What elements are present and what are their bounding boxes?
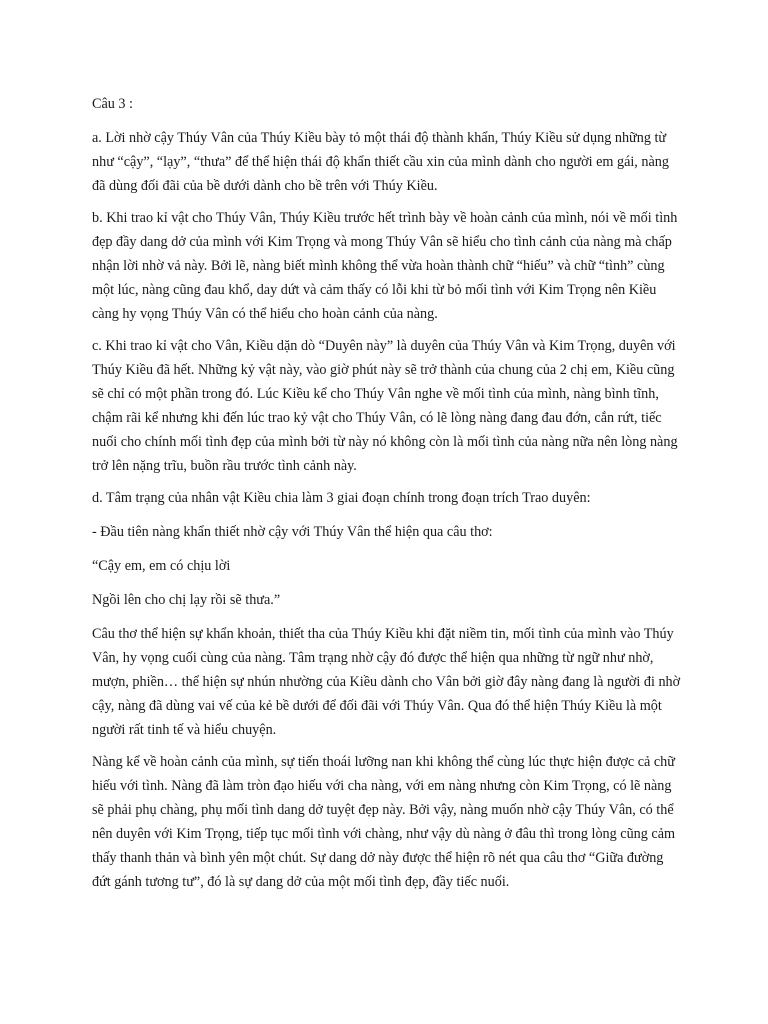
line-first-stage: - Đầu tiên nàng khẩn thiết nhờ cậy với Thúy Vân thể hiện qua câu thơ: — [92, 524, 493, 540]
paragraph-c: c. Khi trao kỉ vật cho Vân, Kiều dặn dò “Duyên này” là duyên của Thúy Vân và Kim Trọng, duyên với Thúy Kiều đã hết. Những kỷ vật này, vào giờ phút này sẽ trở thành của chung của 2 chị em, Kiều cũng sẽ chỉ có một phần trong đó. Lúc Kiều kể cho Thúy Vân nghe về mối tình của mình, nàng bình tĩnh, chậm rãi kể nhưng khi đến lúc trao kỷ vật cho Thúy Vân, có lẽ lòng nàng đang đau đớn, cắn rứt, tiếc nuối cho chính mối tình đẹp của mình bởi từ này nó không còn là mối tình của nàng nữa nên lòng nàng trở lên nặng trĩu, buồn rầu trước tình cảnh này. — [92, 338, 678, 474]
paragraph-a: a. Lời nhờ cậy Thúy Vân của Thúy Kiều bày tỏ một thái độ thành khẩn, Thúy Kiều sử dụng những từ như “cậy”, “lạy”, “thưa” để thể hiện thái độ khẩn thiết cầu xin của mình dành cho người em gái, nàng đã dùng đối đãi của bề dưới dành cho bề trên với Thúy Kiều. — [92, 130, 669, 194]
document-page — [92, 92, 682, 902]
question-heading: Câu 3 : — [92, 96, 133, 112]
verse-line-1: “Cậy em, em có chịu lời — [92, 558, 231, 574]
paragraph-e: Câu thơ thể hiện sự khẩn khoản, thiết tha của Thúy Kiều khi đặt niềm tin, mối tình của mình vào Thúy Vân, hy vọng cuối cùng của nàng. Tâm trạng nhờ cậy đó được thể hiện qua những từ ngữ như nhờ, mượn, phiền… thể hiện sự nhún nhường của Kiều dành cho Vân bởi giờ đây nàng đang là người đi nhờ cậy, nàng đã dùng vai vế của kẻ bề dưới để đối đãi với Thúy Vân. Qua đó thể hiện Thúy Kiều là một người rất tinh tế và hiểu chuyện. — [92, 626, 681, 738]
paragraph-b: b. Khi trao kỉ vật cho Thúy Vân, Thúy Kiều trước hết trình bày về hoàn cảnh của mình, nói về mối tình đẹp đầy dang dở của mình với Kim Trọng và mong Thúy Vân sẽ hiểu cho tình cảnh của nàng mà chấp nhận lời nhờ vả này. Bởi lẽ, nàng biết mình không thể vừa hoàn thành chữ “hiếu” và chữ “tình” cùng một lúc, nàng cũng đau khổ, day dứt và cảm thấy có lỗi khi từ bỏ mối tình với Kim Trọng nên Kiều càng hy vọng Thúy Vân có thể hiểu cho hoàn cảnh của nàng. — [92, 210, 678, 322]
paragraph-d: d. Tâm trạng của nhân vật Kiều chia làm 3 giai đoạn chính trong đoạn trích Trao duyên: — [92, 490, 591, 506]
paragraph-f: Nàng kể về hoàn cảnh của mình, sự tiến thoái lưỡng nan khi không thể cùng lúc thực hiện được cả chữ hiếu với tình. Nàng đã làm tròn đạo hiếu với cha nàng, với em nàng nhưng còn Kim Trọng, có lẽ nàng sẽ phải phụ chàng, phụ mối tình dang dở tuyệt đẹp này. Bởi vậy, nàng muốn nhờ cậy Thúy Vân, có thể nên duyên với Kim Trọng, tiếp tục mối tình với chàng, như vậy dù nàng ở đâu thì trong lòng cũng cảm thấy thanh thản và bình yên một chút. Sự dang dở này được thể hiện rõ nét qua câu thơ “Giữa đường đứt gánh tương tư”, đó là sự dang dở của một mối tình đẹp, đầy tiếc nuối. — [92, 754, 676, 890]
verse-line-2: Ngồi lên cho chị lạy rồi sẽ thưa.” — [92, 592, 281, 608]
